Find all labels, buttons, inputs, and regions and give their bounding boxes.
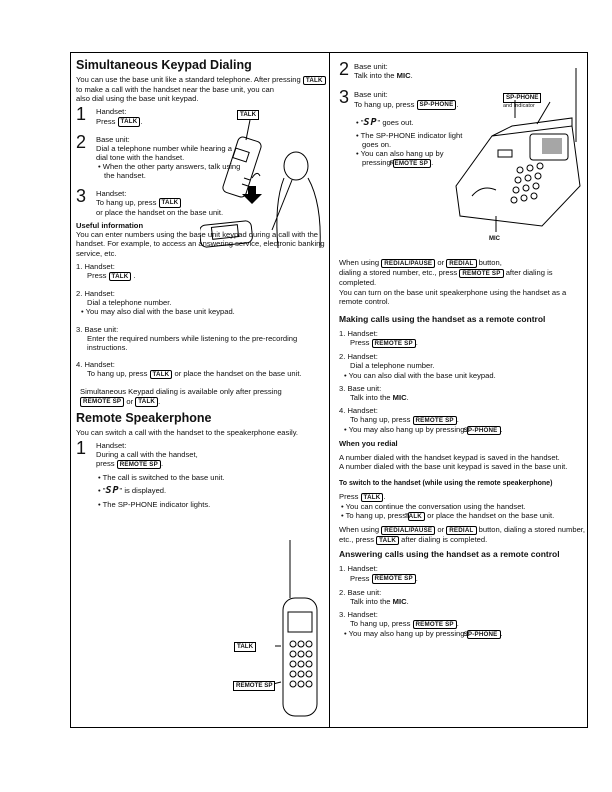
base-unit-illustration bbox=[452, 66, 584, 236]
step-1: 1 Handset: Press TALK . bbox=[76, 104, 143, 126]
intro: You can use the base unit like a standard telephone. After pressing TALK to make a call with the handset near the base unit, you can also dial using the base unit keypad. bbox=[76, 75, 326, 103]
remote-handset-illustration bbox=[275, 540, 327, 720]
right-column: 2 Base unit: Talk into the MIC. 3 Base unit: To hang up, press SP-PHONE . • "SP" goes out. • The SP-PHONE indicator light goes on. • You can also hang up by pressing REMOTE SP . When using REDIAL/PAUSE or REDIAL button, dialing a stored number, etc., press REMOTE SP after dialing is completed. You can turn on the base unit speakerphone using the handset as a remote control. Making calls using the handset as a remote control 1. Handset: Press REMOTE SP . 2. Handset: Dial a telephone number. • You can also dial with the base unit keypad. 3. Base unit: Talk into the MIC. 4. Handset: To hang up, press REMOTE SP . • You may also hang up by pressing SP-PHONE . When you redial A number dialed with the handset keypad is saved in the handset. A number dialed with the base unit keypad is saved in the base unit. To switch to the handset (while using the remote speakerphone) Press TALK . • You can continue the conversation using the handset. • To hang up, press TALK or place the handset on the base unit. When using REDIAL/PAUSE or REDIAL button, dialing a stored number, etc., press TALK after dialing is completed. Answering calls using the handset as a remote control 1. Handset: Press REMOTE SP . 2. Base unit: Talk into the MIC. 3. Handset: To hang up, press REMOTE SP . • You may also hang up by pressing SP-PHONE . bbox=[339, 59, 586, 639]
useful-title: Useful information bbox=[76, 221, 144, 231]
redial-note: When using REDIAL/PAUSE or REDIAL button, dialing a stored number, etc., press REMOTE SP after dialing is completed. bbox=[339, 258, 553, 288]
switch-title: To switch to the handset (while using the remote speakerphone) bbox=[339, 480, 553, 488]
sp-phone-tag-figure: SP-PHONE bbox=[503, 93, 541, 103]
making-calls-title: Making calls using the handset as a remote control bbox=[339, 314, 546, 325]
right-step-2: 2 Base unit: Talk into the MIC. bbox=[339, 59, 413, 81]
useful-list: 1. Handset: Press TALK . 2. Handset: Dial a telephone number. • You may also dial with the base unit keypad. 3. Base unit: Enter the required numbers while listening to the pre-recording instructions. 4. Handset: To hang up, press TALK or place the handset on the base unit. bbox=[76, 261, 302, 379]
turn-on-text: You can turn on the base unit speakerphone using the handset as a remote control. bbox=[339, 287, 567, 306]
remote-sp-tag-figure: REMOTE SP bbox=[233, 681, 275, 691]
step-3: 3 Handset: To hang up, press TALK or place the handset on the base unit. bbox=[76, 185, 224, 217]
section-title-keypad: Simultaneous Keypad Dialing bbox=[76, 58, 252, 72]
section-title-remote-speakerphone: Remote Speakerphone bbox=[76, 410, 212, 425]
step-2: 2 Base unit: Dial a telephone number while hearing a dial tone with the handset. • When the other party answers, talk using the handset. bbox=[76, 131, 241, 181]
talk-key: TALK bbox=[303, 76, 326, 86]
talk-tag-remote-figure: TALK bbox=[234, 642, 256, 652]
using-note: When using REDIAL/PAUSE or REDIAL button, dialing a stored number, etc., press TALK after dialing is completed. bbox=[339, 525, 586, 545]
answering-list: 1. Handset: Press REMOTE SP . 2. Base unit: Talk into the MIC. 3. Handset: To hang up, press REMOTE SP . • You may also hang up by pressing SP-PHONE . bbox=[339, 564, 503, 639]
useful-text: You can enter numbers using the base unit keypad during a call with the handset. For example, to access an answering service, electronic banking service, etc. bbox=[76, 230, 325, 258]
remote-intro: You can switch a call with the handset to the speakerphone easily. bbox=[76, 427, 299, 437]
when-redial-2: A number dialed with the base unit keypad is saved in the base unit. bbox=[339, 461, 568, 471]
right-step-3: 3 Base unit: To hang up, press SP-PHONE . • "SP" goes out. • The SP-PHONE indicator light goes on. • You can also hang up by pressing REMOTE SP . bbox=[339, 87, 463, 168]
when-redial-1: A number dialed with the handset keypad is saved in the handset. bbox=[339, 452, 560, 462]
mic-label-figure: MIC bbox=[489, 236, 500, 242]
handset-base-illustration bbox=[200, 118, 330, 258]
note: Simultaneous Keypad dialing is available only after pressing REMOTE SP or TALK . bbox=[80, 387, 282, 406]
indicator-label: and Indicator bbox=[503, 103, 535, 109]
talk-tag-figure: TALK bbox=[237, 110, 259, 120]
remote-step-1: 1 Handset: During a call with the handset, press REMOTE SP . • The call is switched to the base unit. • "SP" is displayed. • The SP-PHONE indicator lights. bbox=[76, 437, 225, 509]
answering-title: Answering calls using the handset as a remote control bbox=[339, 549, 560, 560]
switch-press: Press TALK . bbox=[339, 492, 386, 502]
making-list: 1. Handset: Press REMOTE SP . 2. Handset: Dial a telephone number. • You can also dial with the base unit keypad. 3. Base unit: Talk into the MIC. 4. Handset: To hang up, press REMOTE SP . • You may also hang up by pressing SP-PHONE . bbox=[339, 329, 503, 435]
when-redial-title: When you redial bbox=[339, 439, 398, 449]
